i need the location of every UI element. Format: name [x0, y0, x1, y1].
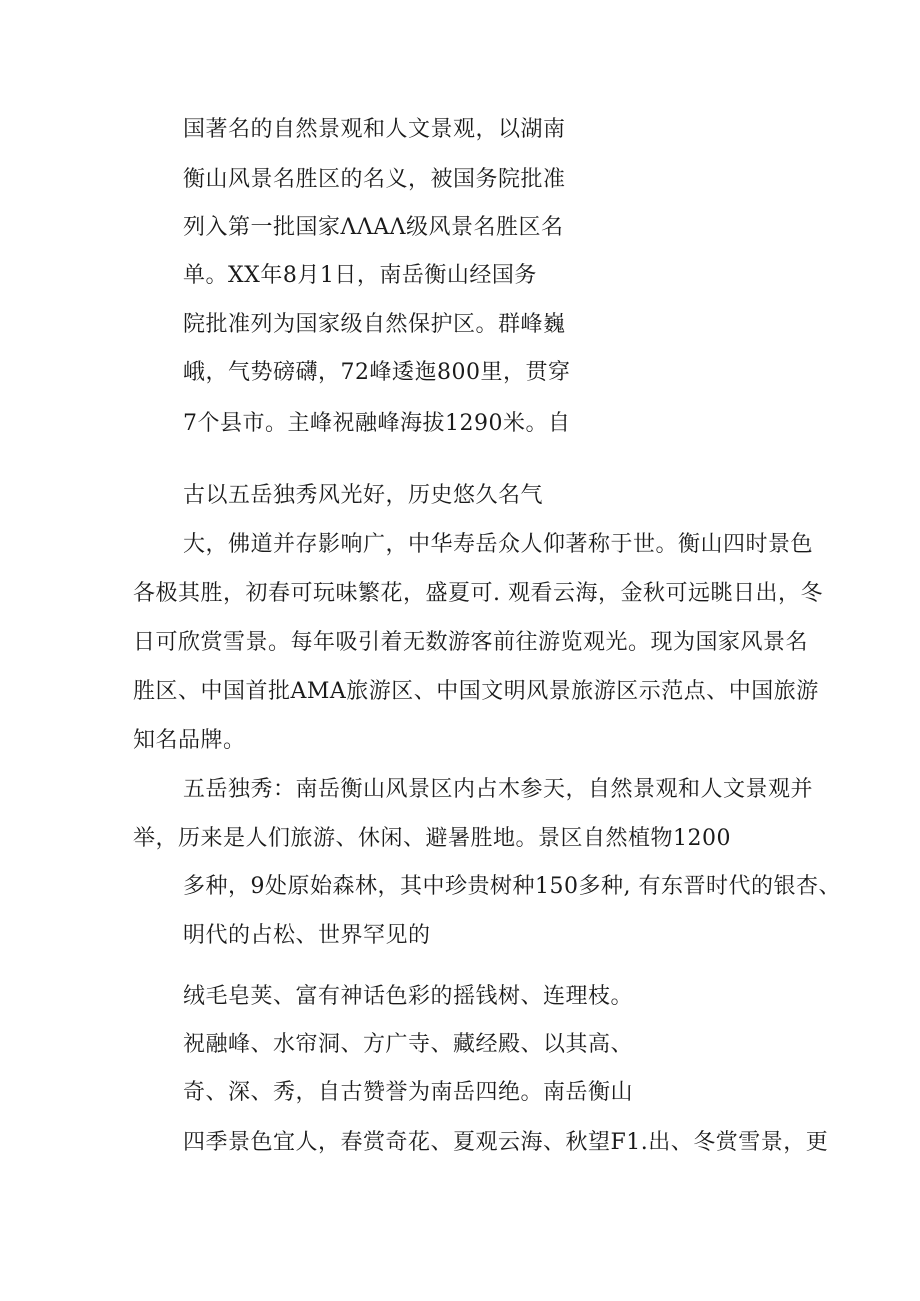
text-line: 举，历来是人们旅游、休闲、避暑胜地。景区自然植物1200	[133, 826, 731, 851]
text-line: 奇、深、秀，自古赞誉为南岳四绝。南岳衡山	[183, 1080, 634, 1105]
text-line: 绒毛皂荚、富有神话色彩的摇钱树、连理枝。	[183, 984, 634, 1009]
text-line: 明代的占松、世界罕见的	[183, 923, 431, 948]
text-line: 四季景色宜人，春赏奇花、夏观云海、秋望F1.出、冬赏雪景，更	[183, 1130, 829, 1155]
text-line: 知名品牌。	[133, 728, 246, 753]
text-line: 五岳独秀：南岳衡山风景区内占木参天，自然景观和人文景观并	[183, 777, 814, 802]
text-line: 单。XX年8月1日，南岳衡山经国务	[183, 263, 537, 288]
text-line: 列入第一批国家ΛΛAΛ级风景名胜区名	[183, 215, 564, 240]
text-line: 峨，气势磅礴，72峰逶迤800里，贯穿	[183, 360, 571, 385]
text-line: 古以五岳独秀风光好，历史悠久名气	[183, 483, 544, 508]
text-line: 祝融峰、水帘洞、方广寺、藏经殿、以其高、	[183, 1032, 634, 1057]
text-line: 衡山风景名胜区的名义，被国务院批准	[183, 167, 566, 192]
text-line: 7个县市。主峰祝融峰海拔1290米。自	[183, 411, 571, 436]
text-line: 各极其胜，初春可玩味繁花，盛夏可. 观看云海，金秋可远眺日出，冬	[133, 581, 823, 606]
text-line: 多种，9处原始森林，其中珍贵树种150多种, 有东晋时代的银杏、	[183, 874, 841, 899]
text-line: 日可欣赏雪景。每年吸引着无数游客前往游览观光。现为国家风景名	[133, 630, 809, 655]
text-line: 大，佛道并存影响广，中华寿岳众人仰著称于世。衡山四时景色	[183, 532, 814, 557]
text-line: 院批准列为国家级自然保护区。群峰巍	[183, 312, 566, 337]
text-line: 国著名的自然景观和人文景观，以湖南	[183, 117, 566, 142]
text-line: 胜区、中国首批AMA旅游区、中国文明风景旅游区示范点、中国旅游	[133, 679, 819, 704]
